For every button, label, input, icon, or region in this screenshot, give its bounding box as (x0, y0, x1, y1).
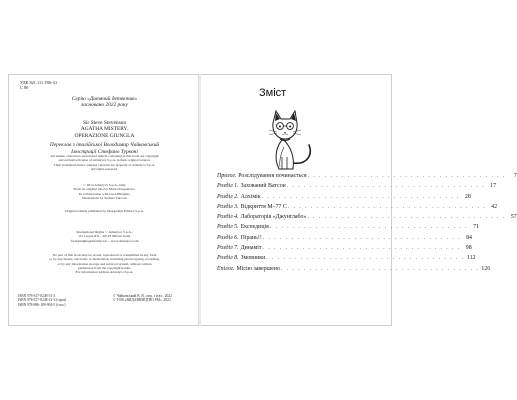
isbn-line: ISBN 978-617-8248-12-3 (серія) (18, 298, 67, 303)
rights-line: All names, characters and related indicia contained in this book are copyright (50, 154, 159, 158)
rights-notice (9, 154, 200, 171)
copyright-line: In collaboration with Luca Blengino (79, 191, 130, 196)
series-line: Серію «Дитячий детектив» (71, 96, 138, 102)
book-subtitle-original: OPERAZIONE GIUNGLA (74, 132, 135, 139)
author-block (9, 120, 200, 155)
toc-entry-label: Розділ 8. (217, 255, 239, 262)
toc-entry-page: 71 (473, 224, 480, 231)
toc-entry-title: Алхімік (240, 193, 261, 200)
toc-entry-page: 7 (513, 173, 517, 179)
toc-entry-label: Розділ 2. (217, 193, 239, 200)
toc-leader: . . . . . . . . . . . . . . . . . . . . . . . . . . . . . . . . . . . (307, 214, 506, 221)
toc-entry[interactable] (217, 214, 517, 224)
toc-entry-label: Розділ 6. (217, 234, 239, 241)
toc-entry-label: Розділ 4. (217, 214, 239, 221)
toc-entry-label: Епілог. (217, 265, 235, 272)
toc-entry-page: 28 (464, 193, 471, 200)
copyright-line: Illustrations by Stefano Turconi (82, 195, 127, 200)
toc-entry-page: 17 (490, 183, 497, 190)
copyleft-line: No part of this book may be stored, reproduced or transmitted in any form (52, 253, 157, 257)
toc-entry-title: Змовники (240, 255, 266, 262)
toc-leader: . . . . . . . . . . . . . . . . . . . . . . . . . . . . . . . . . . . (287, 203, 487, 210)
contents-heading: Зміст (259, 87, 287, 99)
toc-entry-label: Розділ 1. (217, 183, 239, 190)
translator-credit: Переклав з італійської Володимир Чайковський (49, 142, 160, 149)
udk-line: УДК 821.111.3'06-31 (20, 80, 58, 85)
toc-entry-title: Відкриття М–77 С (240, 203, 287, 210)
international-rights (9, 230, 200, 243)
toc-entry-label: Розділ 7. (217, 245, 239, 252)
toc-entry[interactable] (217, 224, 480, 234)
toc-entry-page: 57 (510, 214, 517, 221)
copyright-line: From an original idea by Mario Pasqualotto. (73, 187, 136, 192)
toc-entry-title: Захований Ватсон (240, 183, 286, 190)
intl-line: International Rights © Atlantyca S.p.A., (76, 230, 133, 234)
contents-page (201, 74, 517, 326)
toc-entry[interactable] (217, 193, 471, 204)
imprint-page (8, 74, 199, 326)
illustrator-credit: Ілюстрації Стефано Турконі (71, 148, 138, 155)
udk-line: С 80 (20, 85, 29, 91)
copyright-ukr-line: © Чайковський В. В., пер. з італ., 2022 (113, 294, 172, 298)
toc-leader: . . . . . . . . . . . . . . . . . . . . . . . . . . . . . . . . . . . (286, 183, 486, 190)
series-line: засновано 2022 року (81, 102, 128, 109)
copyleft-line: or by any information storage and retrieval system, without written (57, 261, 152, 266)
toc-entry-label: Пролог. (217, 173, 237, 179)
toc-entry-title: Експедиція (240, 224, 269, 231)
toc-leader: . . . . . . . . . . . . . . . . . . . . . . . . . . . . . . . . . . . (261, 193, 460, 200)
copyleft-line: permission from the copyright holder. (78, 265, 131, 270)
isbn-block (18, 294, 66, 307)
book-spread (8, 74, 517, 326)
toc-entry[interactable] (217, 173, 517, 183)
udk-block (20, 80, 57, 90)
toc-entry-page: 112 (466, 255, 476, 262)
toc-entry[interactable] (217, 203, 498, 214)
toc-leader: . . . . . . . . . . . . . . . . . . . . . . . . . . . . . . . . . . . (280, 265, 480, 272)
table-of-contents (217, 173, 517, 276)
toc-entry-page: 98 (465, 245, 472, 252)
rights-line: Their translated and/or adapted versions are property of Atlantyca S.p.A. (53, 162, 156, 167)
reproduction-notice (9, 253, 200, 274)
toc-entry-label: Розділ 3. (217, 203, 239, 210)
original-line: Original edition published by DeAgostini Editore S.p.A. (64, 209, 145, 213)
toc-entry[interactable] (217, 255, 476, 265)
toc-leader: . . . . . . . . . . . . . . . . . . . . . . . . . . . . . . . . . . . (266, 255, 465, 262)
isbn-line: ISBN 978-617-8248-51-3 (18, 294, 56, 298)
toc-entry[interactable] (217, 245, 472, 255)
toc-entry[interactable] (217, 234, 472, 245)
toc-entry-label: Розділ 5. (217, 224, 239, 231)
rights-line: and exclusive license of Atlantyca S.p.A. in their original version. (58, 158, 151, 163)
rights-line: All rights reserved. (91, 166, 118, 171)
toc-leader: . . . . . . . . . . . . . . . . . . . . . . . . . . . . . . . . . . . (269, 224, 469, 231)
copyleft-line: or by any means, electronic or mechanical, including photocopying, recording, (49, 257, 160, 262)
toc-entry-page: 84 (466, 234, 472, 241)
series-note (9, 96, 200, 108)
author-name: Sir Steve Stevenson (82, 120, 127, 126)
toc-entry-page: 126 (481, 265, 491, 272)
intl-line: via Leopardi 8 – 20123 Milano Italia (78, 234, 131, 239)
copyright-ukr-line: © ТОВ «ВИДАВНИЦТВО РМ», 2022 (113, 298, 171, 303)
toc-entry[interactable] (217, 265, 491, 276)
toc-leader: . . . . . . . . . . . . . . . . . . . . . . . . . . . . . . . . . . . (307, 173, 506, 179)
toc-entry-title: Динаміт (240, 245, 262, 252)
toc-entry-title: Розслідування починається (238, 173, 307, 179)
isbn-line: ISBN 978-886-189-904-5 (італ.) (18, 302, 66, 307)
toc-entry-title: Пірань!! (240, 234, 262, 241)
toc-leader: . . . . . . . . . . . . . . . . . . . . . . . . . . . . . . . . . . . (262, 234, 461, 241)
toc-entry-page: 42 (491, 203, 498, 210)
cat-icon (263, 105, 315, 171)
toc-entry[interactable] (217, 183, 497, 193)
toc-entry-title: Місію завершено (236, 265, 280, 272)
copyleft-line: For information address Atlantyca S.p.A. (75, 270, 134, 275)
copyright-notice (9, 183, 200, 200)
toc-leader: . . . . . . . . . . . . . . . . . . . . . . . . . . . . . . . . . . . (262, 245, 461, 252)
toc-entry-title: Лабораторія «Джунглабо» (240, 214, 307, 221)
book-title-original: AGATHA MISTERY. (80, 126, 129, 133)
copyright-ukr-block (113, 294, 172, 303)
original-edition-note (9, 209, 200, 213)
intl-line: foreignrights@atlantyca.it – www.atlantyca.com (70, 238, 139, 243)
copyright-line: © 2014 Atlantyca S.p.A., Italy (83, 183, 126, 187)
